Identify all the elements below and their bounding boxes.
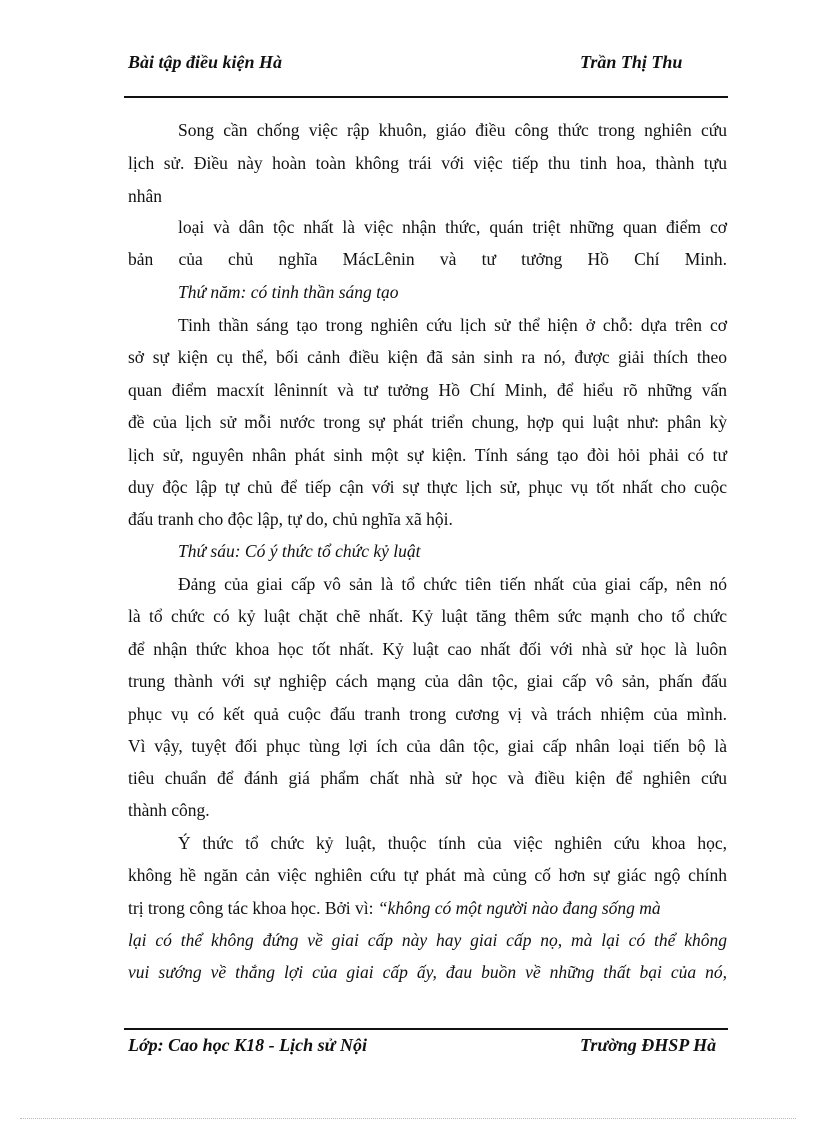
text-line: nhân (128, 186, 163, 206)
text-line: Đảng của giai cấp vô sản là tổ chức tiên tiến nhất của giai cấp, nên nó (178, 574, 727, 594)
header-left: Bài tập điều kiện Hà (128, 52, 283, 72)
quote-line: vui sướng về thắng lợi của giai cấp ấy, đau buồn về những thất bại của nó, (128, 962, 727, 982)
header-divider (124, 96, 728, 98)
text-line: Vì vậy, tuyệt đối phục tùng lợi ích của dân tộc, giai cấp nhân loại tiến bộ là (128, 736, 727, 756)
text-line: đấu tranh cho độc lập, tự do, chủ nghĩa xã hội. (128, 509, 453, 529)
text-run: trị trong công tác khoa học. Bởi vì: (128, 898, 378, 918)
text-line-mixed (128, 896, 727, 920)
text-line: lịch sử, nguyên nhân phát sinh một sự kiện. Tính sáng tạo đòi hỏi phải có tư (128, 445, 727, 465)
text-line: đề của lịch sử mỗi nước trong sự phát triển chung, hợp qui luật như: phân kỳ (128, 412, 727, 432)
text-line: không hề ngăn cản việc nghiên cứu tự phát mà củng cố hơn sự giác ngộ chính (128, 865, 727, 885)
text-line: bản của chủ nghĩa MácLênin và tư tưởng Hồ Chí Minh. (128, 249, 727, 269)
text-line: loại và dân tộc nhất là việc nhận thức, quán triệt những quan điểm cơ (178, 217, 727, 237)
text-line: phục vụ có kết quả cuộc đấu tranh trong cương vị và trách nhiệm của mình. (128, 704, 727, 724)
page-bottom-dotted-edge (20, 1118, 796, 1119)
section-heading: Thứ năm: có tinh thần sáng tạo (178, 282, 399, 302)
text-line: duy độc lập tự chủ để tiếp cận với sự thực lịch sử, phục vụ tốt nhất cho cuộc (128, 477, 727, 497)
text-line: trung thành với sự nghiệp cách mạng của dân tộc, giai cấp vô sản, phấn đấu (128, 671, 727, 691)
footer-right: Trường ĐHSP Hà (580, 1035, 717, 1055)
text-line: Tinh thần sáng tạo trong nghiên cứu lịch sử thể hiện ở chỗ: dựa trên cơ (178, 315, 727, 335)
text-line: Song cần chống việc rập khuôn, giáo điều công thức trong nghiên cứu (178, 120, 727, 140)
quote-run: “không có một người nào đang sống mà (377, 898, 661, 918)
text-line: Ý thức tổ chức kỷ luật, thuộc tính của việc nghiên cứu khoa học, (178, 833, 727, 853)
footer-divider (124, 1028, 728, 1030)
text-line: là tổ chức có kỷ luật chặt chẽ nhất. Kỷ luật tăng thêm sức mạnh cho tổ chức (128, 606, 727, 626)
text-line: để nhận thức khoa học tốt nhất. Kỷ luật cao nhất đối với nhà sử học là luôn (128, 639, 727, 659)
text-line: tiêu chuẩn để đánh giá phẩm chất nhà sử học và điều kiện để nghiên cứu (128, 768, 727, 788)
text-line: quan điểm macxít lêninnít và tư tưởng Hồ Chí Minh, để hiểu rõ những vấn (128, 380, 727, 400)
text-line: sở sự kiện cụ thể, bối cảnh điều kiện đã sản sinh ra nó, được giải thích theo (128, 347, 727, 367)
header-right: Trần Thị Thu (580, 52, 683, 72)
text-line: lịch sử. Điều này hoàn toàn không trái với việc tiếp thu tinh hoa, thành tựu (128, 153, 727, 173)
footer-left: Lớp: Cao học K18 - Lịch sử Nội (128, 1035, 367, 1055)
section-heading: Thứ sáu: Có ý thức tổ chức kỷ luật (178, 541, 421, 561)
quote-line: lại có thể không đứng về giai cấp này hay giai cấp nọ, mà lại có thể không (128, 930, 727, 950)
text-line: thành công. (128, 800, 210, 820)
